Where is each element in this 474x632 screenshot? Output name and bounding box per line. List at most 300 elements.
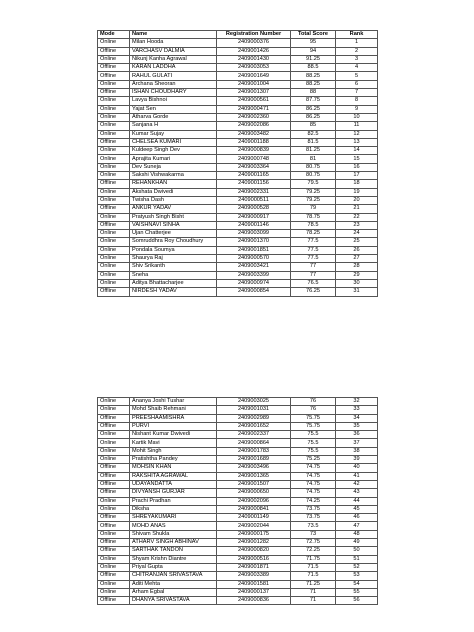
total-score-cell: 91.25 <box>291 55 336 63</box>
header-total-score: Total Score <box>291 31 336 39</box>
name-cell: MOHSIN KHAN <box>130 464 217 472</box>
rank-cell: 13 <box>336 138 378 146</box>
mode-cell: Online <box>98 39 130 47</box>
header-registration-number: Registration Number <box>217 31 291 39</box>
mode-cell: Offline <box>98 47 130 55</box>
registration-number-cell: 2409002044 <box>217 522 291 530</box>
total-score-cell: 75.25 <box>291 456 336 464</box>
rank-cell: 1 <box>336 39 378 47</box>
registration-number-cell: 2409000511 <box>217 196 291 204</box>
table-row <box>98 530 378 538</box>
rank-cell: 35 <box>336 422 378 430</box>
name-cell: Shiv Srikanth <box>130 263 217 271</box>
total-score-cell: 73.5 <box>291 522 336 530</box>
registration-number-cell: 2409001156 <box>217 180 291 188</box>
table-row <box>98 580 378 588</box>
registration-number-cell: 2409002337 <box>217 431 291 439</box>
mode-cell: Online <box>98 255 130 263</box>
rank-cell: 4 <box>336 64 378 72</box>
table-row <box>98 221 378 229</box>
name-cell: Ujan Chatterjee <box>130 230 217 238</box>
total-score-cell: 71.5 <box>291 572 336 580</box>
name-cell: Yajat Sen <box>130 105 217 113</box>
name-cell: Twisha Dash <box>130 196 217 204</box>
name-cell: Shivam Shukla <box>130 530 217 538</box>
name-cell: PURVI <box>130 422 217 430</box>
registration-number-cell: 2409000974 <box>217 279 291 287</box>
registration-number-cell: 2409001188 <box>217 138 291 146</box>
total-score-cell: 77.5 <box>291 246 336 254</box>
rank-cell: 2 <box>336 47 378 55</box>
table-row <box>98 480 378 488</box>
total-score-cell: 87.75 <box>291 97 336 105</box>
mode-cell: Offline <box>98 89 130 97</box>
rank-cell: 19 <box>336 188 378 196</box>
name-cell: Mohd Shaib Rehmani <box>130 406 217 414</box>
table-row <box>98 172 378 180</box>
rank-cell: 43 <box>336 489 378 497</box>
mode-cell: Online <box>98 505 130 513</box>
total-score-cell: 80.75 <box>291 163 336 171</box>
total-score-cell: 75.75 <box>291 414 336 422</box>
registration-number-cell: 2409001282 <box>217 539 291 547</box>
table-row <box>98 563 378 571</box>
name-cell: PREESHAAMISHRA <box>130 414 217 422</box>
rank-cell: 14 <box>336 147 378 155</box>
name-cell: ANKUR YADAV <box>130 205 217 213</box>
name-cell: Sakshi Vishwakarma <box>130 172 217 180</box>
name-cell: CHITRANJAN SRIVASTAVA <box>130 572 217 580</box>
name-cell: Sneha <box>130 271 217 279</box>
table-row <box>98 439 378 447</box>
mode-cell: Online <box>98 563 130 571</box>
registration-number-cell: 2409001783 <box>217 447 291 455</box>
total-score-cell: 71 <box>291 597 336 605</box>
registration-number-cell: 2409000864 <box>217 439 291 447</box>
table-row <box>98 64 378 72</box>
results-table-top <box>97 30 378 297</box>
name-cell: Aditi Mehta <box>130 580 217 588</box>
mode-cell: Online <box>98 406 130 414</box>
rank-cell: 7 <box>336 89 378 97</box>
total-score-cell: 88 <box>291 89 336 97</box>
name-cell: Aditya Bhattacharjee <box>130 279 217 287</box>
table-row <box>98 238 378 246</box>
table-row <box>98 80 378 88</box>
mode-cell: Online <box>98 55 130 63</box>
name-cell: KARAN LADDHA <box>130 64 217 72</box>
rank-cell: 39 <box>336 456 378 464</box>
rank-cell: 16 <box>336 163 378 171</box>
total-score-cell: 78.25 <box>291 230 336 238</box>
table-row <box>98 155 378 163</box>
name-cell: UDAYANDATTA <box>130 480 217 488</box>
mode-cell: Offline <box>98 522 130 530</box>
name-cell: VARCHASV DALMIA <box>130 47 217 55</box>
registration-number-cell: 2409000839 <box>217 147 291 155</box>
mode-cell: Online <box>98 130 130 138</box>
rank-cell: 17 <box>336 172 378 180</box>
table-row <box>98 271 378 279</box>
rank-cell: 42 <box>336 480 378 488</box>
rank-cell: 56 <box>336 597 378 605</box>
mode-cell: Online <box>98 163 130 171</box>
table-row <box>98 205 378 213</box>
name-cell: RAHUL GULATI <box>130 72 217 80</box>
mode-cell: Online <box>98 122 130 130</box>
total-score-cell: 76 <box>291 398 336 406</box>
rank-cell: 55 <box>336 588 378 596</box>
name-cell: Arham Egbal <box>130 588 217 596</box>
header-name: Name <box>130 31 217 39</box>
table-row <box>98 288 378 296</box>
mode-cell: Online <box>98 97 130 105</box>
mode-cell: Online <box>98 497 130 505</box>
rank-cell: 47 <box>336 522 378 530</box>
name-cell: Pratishtha Pandey <box>130 456 217 464</box>
total-score-cell: 71.5 <box>291 563 336 571</box>
registration-number-cell: 2409000841 <box>217 505 291 513</box>
total-score-cell: 77 <box>291 271 336 279</box>
registration-number-cell: 2409001365 <box>217 472 291 480</box>
rank-cell: 5 <box>336 72 378 80</box>
name-cell: SHREYAKUMARI <box>130 514 217 522</box>
total-score-cell: 81.5 <box>291 138 336 146</box>
table-row <box>98 497 378 505</box>
rank-cell: 10 <box>336 113 378 121</box>
registration-number-cell: 2409000561 <box>217 97 291 105</box>
table-row <box>98 514 378 522</box>
name-cell: Kartik Mavi <box>130 439 217 447</box>
rank-cell: 3 <box>336 55 378 63</box>
rank-cell: 29 <box>336 271 378 279</box>
registration-number-cell: 2409001031 <box>217 406 291 414</box>
registration-number-cell: 2409001871 <box>217 563 291 571</box>
total-score-cell: 77.5 <box>291 255 336 263</box>
mode-cell: Offline <box>98 221 130 229</box>
mode-cell: Online <box>98 238 130 246</box>
mode-cell: Online <box>98 113 130 121</box>
total-score-cell: 71 <box>291 588 336 596</box>
total-score-cell: 88.25 <box>291 80 336 88</box>
total-score-cell: 76 <box>291 406 336 414</box>
total-score-cell: 74.75 <box>291 480 336 488</box>
registration-number-cell: 2409003496 <box>217 464 291 472</box>
total-score-cell: 94 <box>291 47 336 55</box>
total-score-cell: 78.5 <box>291 221 336 229</box>
mode-cell: Online <box>98 196 130 204</box>
name-cell: Pondala Soumya <box>130 246 217 254</box>
registration-number-cell: 2409003099 <box>217 230 291 238</box>
rank-cell: 18 <box>336 180 378 188</box>
table-row <box>98 147 378 155</box>
table-row <box>98 180 378 188</box>
rank-cell: 8 <box>336 97 378 105</box>
name-cell: DIVYANSH GURJAR <box>130 489 217 497</box>
name-cell: Kumar Sujay <box>130 130 217 138</box>
rank-cell: 23 <box>336 221 378 229</box>
table-row <box>98 246 378 254</box>
registration-number-cell: 2409001649 <box>217 72 291 80</box>
total-score-cell: 79.25 <box>291 196 336 204</box>
registration-number-cell: 2409003364 <box>217 163 291 171</box>
rank-cell: 31 <box>336 288 378 296</box>
total-score-cell: 85 <box>291 122 336 130</box>
total-score-cell: 71.75 <box>291 555 336 563</box>
rank-cell: 12 <box>336 130 378 138</box>
table-row <box>98 555 378 563</box>
total-score-cell: 74.75 <box>291 489 336 497</box>
registration-number-cell: 2409001426 <box>217 47 291 55</box>
rank-cell: 6 <box>336 80 378 88</box>
total-score-cell: 75.75 <box>291 422 336 430</box>
rank-cell: 48 <box>336 530 378 538</box>
table-row <box>98 472 378 480</box>
mode-cell: Online <box>98 398 130 406</box>
table-row <box>98 113 378 121</box>
registration-number-cell: 2409000137 <box>217 588 291 596</box>
total-score-cell: 77 <box>291 263 336 271</box>
total-score-cell: 74.75 <box>291 472 336 480</box>
total-score-cell: 79.25 <box>291 188 336 196</box>
mode-cell: Offline <box>98 138 130 146</box>
rank-cell: 25 <box>336 238 378 246</box>
header-mode: Mode <box>98 31 130 39</box>
table-row <box>98 138 378 146</box>
name-cell: Lavya Bishnoi <box>130 97 217 105</box>
name-cell: Nishant Kumar Dwivedi <box>130 431 217 439</box>
mode-cell: Online <box>98 447 130 455</box>
mode-cell: Online <box>98 80 130 88</box>
name-cell: Somruddhra Roy Choudhury <box>130 238 217 246</box>
table-row <box>98 572 378 580</box>
mode-cell: Offline <box>98 597 130 605</box>
rank-cell: 40 <box>336 464 378 472</box>
name-cell: REHANKHAN <box>130 180 217 188</box>
mode-cell: Online <box>98 456 130 464</box>
table-row <box>98 456 378 464</box>
total-score-cell: 88.5 <box>291 64 336 72</box>
name-cell: Aprajita Kumari <box>130 155 217 163</box>
mode-cell: Offline <box>98 422 130 430</box>
rank-cell: 24 <box>336 230 378 238</box>
mode-cell: Online <box>98 279 130 287</box>
rank-cell: 21 <box>336 205 378 213</box>
table-row <box>98 588 378 596</box>
registration-number-cell: 2409000516 <box>217 555 291 563</box>
registration-number-cell: 2409000748 <box>217 155 291 163</box>
table-row <box>98 447 378 455</box>
name-cell: Kuldeep Singh Dev <box>130 147 217 155</box>
rank-cell: 54 <box>336 580 378 588</box>
mode-cell: Online <box>98 263 130 271</box>
name-cell: Akshata Dwivedi <box>130 188 217 196</box>
name-cell: Nikunj Kanha Agrawal <box>130 55 217 63</box>
total-score-cell: 76.25 <box>291 288 336 296</box>
registration-number-cell: 2409000570 <box>217 255 291 263</box>
table-row <box>98 255 378 263</box>
mode-cell: Offline <box>98 64 130 72</box>
rank-cell: 34 <box>336 414 378 422</box>
registration-number-cell: 2409002086 <box>217 122 291 130</box>
table-row <box>98 196 378 204</box>
name-cell: NIRDESH YADAV <box>130 288 217 296</box>
mode-cell: Online <box>98 230 130 238</box>
total-score-cell: 82.5 <box>291 130 336 138</box>
table-row <box>98 398 378 406</box>
table-row <box>98 97 378 105</box>
total-score-cell: 75.5 <box>291 447 336 455</box>
name-cell: Priyal Gupta <box>130 563 217 571</box>
rank-cell: 20 <box>336 196 378 204</box>
registration-number-cell: 2409001507 <box>217 480 291 488</box>
registration-number-cell: 2409000471 <box>217 105 291 113</box>
registration-number-cell: 2409000175 <box>217 530 291 538</box>
mode-cell: Online <box>98 213 130 221</box>
registration-number-cell: 2409000820 <box>217 547 291 555</box>
mode-cell: Offline <box>98 464 130 472</box>
mode-cell: Offline <box>98 205 130 213</box>
name-cell: Atharva Gorde <box>130 113 217 121</box>
name-cell: Sanjana H <box>130 122 217 130</box>
registration-number-cell: 2409002360 <box>217 113 291 121</box>
rank-cell: 45 <box>336 505 378 513</box>
rank-cell: 41 <box>336 472 378 480</box>
table-row <box>98 263 378 271</box>
registration-number-cell: 2409001851 <box>217 246 291 254</box>
total-score-cell: 75.5 <box>291 431 336 439</box>
table-row <box>98 547 378 555</box>
total-score-cell: 71.25 <box>291 580 336 588</box>
total-score-cell: 81 <box>291 155 336 163</box>
rank-cell: 36 <box>336 431 378 439</box>
mode-cell: Online <box>98 555 130 563</box>
name-cell: Milan Hooda <box>130 39 217 47</box>
name-cell: VAISHNAVI SINHA <box>130 221 217 229</box>
registration-number-cell: 2409002096 <box>217 497 291 505</box>
total-score-cell: 86.25 <box>291 113 336 121</box>
name-cell: ISHAN CHOUDHARY <box>130 89 217 97</box>
table-row <box>98 47 378 55</box>
total-score-cell: 73 <box>291 530 336 538</box>
table-row <box>98 522 378 530</box>
registration-number-cell: 2409000854 <box>217 288 291 296</box>
rank-cell: 22 <box>336 213 378 221</box>
table-row <box>98 39 378 47</box>
mode-cell: Online <box>98 439 130 447</box>
mode-cell: Offline <box>98 472 130 480</box>
registration-number-cell: 2409002331 <box>217 188 291 196</box>
name-cell: RAKSHITA AGRAWAL <box>130 472 217 480</box>
total-score-cell: 79 <box>291 205 336 213</box>
rank-cell: 28 <box>336 263 378 271</box>
results-table-bottom <box>97 397 378 605</box>
registration-number-cell: 2409003482 <box>217 130 291 138</box>
table-row <box>98 422 378 430</box>
mode-cell: Offline <box>98 572 130 580</box>
registration-number-cell: 2409002989 <box>217 414 291 422</box>
name-cell: MOHD ANAS <box>130 522 217 530</box>
header-rank: Rank <box>336 31 378 39</box>
name-cell: Pratyush Singh Bisht <box>130 213 217 221</box>
registration-number-cell: 2409000376 <box>217 39 291 47</box>
registration-number-cell: 2409001652 <box>217 422 291 430</box>
total-score-cell: 72.25 <box>291 547 336 555</box>
total-score-cell: 73.75 <box>291 505 336 513</box>
table-row <box>98 230 378 238</box>
total-score-cell: 75.5 <box>291 439 336 447</box>
table-row <box>98 431 378 439</box>
name-cell: Dev Suneja <box>130 163 217 171</box>
rank-cell: 53 <box>336 572 378 580</box>
table-row <box>98 539 378 547</box>
mode-cell: Offline <box>98 288 130 296</box>
registration-number-cell: 2409003389 <box>217 572 291 580</box>
registration-number-cell: 2409003053 <box>217 64 291 72</box>
rank-cell: 27 <box>336 255 378 263</box>
total-score-cell: 80.75 <box>291 172 336 180</box>
mode-cell: Online <box>98 530 130 538</box>
mode-cell: Offline <box>98 514 130 522</box>
registration-number-cell: 2409001430 <box>217 55 291 63</box>
name-cell: CHELSEA KUMARI <box>130 138 217 146</box>
name-cell: DHANYA SRIVASTAVA <box>130 597 217 605</box>
table-row <box>98 130 378 138</box>
header-row <box>98 31 378 39</box>
mode-cell: Online <box>98 172 130 180</box>
table-row <box>98 72 378 80</box>
name-cell: Prachi Pradhan <box>130 497 217 505</box>
total-score-cell: 73.75 <box>291 514 336 522</box>
name-cell: Ananya Joshi Tushar <box>130 398 217 406</box>
registration-number-cell: 2409003421 <box>217 263 291 271</box>
rank-cell: 15 <box>336 155 378 163</box>
rank-cell: 32 <box>336 398 378 406</box>
rank-cell: 38 <box>336 447 378 455</box>
mode-cell: Offline <box>98 180 130 188</box>
name-cell: Shaurya Raj <box>130 255 217 263</box>
name-cell: Archana Sheoran <box>130 80 217 88</box>
registration-number-cell: 2409001149 <box>217 514 291 522</box>
rank-cell: 50 <box>336 547 378 555</box>
name-cell: SARTHAK TANDON <box>130 547 217 555</box>
rank-cell: 52 <box>336 563 378 571</box>
registration-number-cell: 2409000917 <box>217 213 291 221</box>
mode-cell: Online <box>98 580 130 588</box>
name-cell: Mohit Singh <box>130 447 217 455</box>
mode-cell: Online <box>98 431 130 439</box>
table-row <box>98 55 378 63</box>
total-score-cell: 74.75 <box>291 464 336 472</box>
name-cell: Diksha <box>130 505 217 513</box>
table-row <box>98 464 378 472</box>
registration-number-cell: 2409001004 <box>217 80 291 88</box>
rank-cell: 33 <box>336 406 378 414</box>
total-score-cell: 78.75 <box>291 213 336 221</box>
rank-cell: 49 <box>336 539 378 547</box>
table-row <box>98 213 378 221</box>
table-row <box>98 188 378 196</box>
table-row <box>98 406 378 414</box>
mode-cell: Online <box>98 588 130 596</box>
total-score-cell: 81.25 <box>291 147 336 155</box>
total-score-cell: 77.5 <box>291 238 336 246</box>
registration-number-cell: 2409000528 <box>217 205 291 213</box>
rank-cell: 9 <box>336 105 378 113</box>
registration-number-cell: 2409001689 <box>217 456 291 464</box>
mode-cell: Online <box>98 246 130 254</box>
registration-number-cell: 2409001146 <box>217 221 291 229</box>
